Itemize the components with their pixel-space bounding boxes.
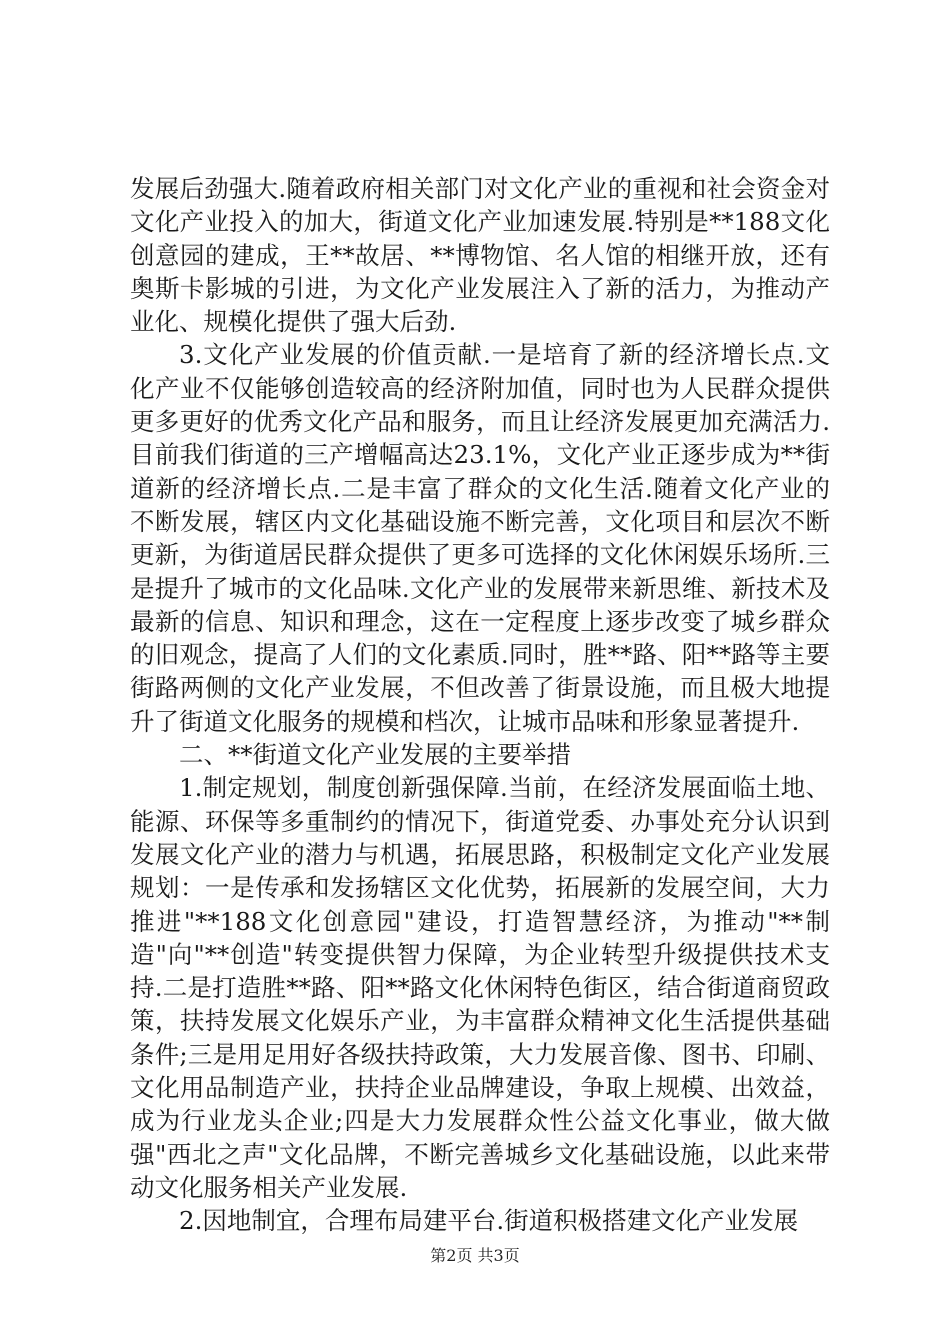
- paragraph-2: 3.文化产业发展的价值贡献.一是培育了新的经济增长点.文化产业不仅能够创造较高的经济附加值，同时也为人民群众提供更多更好的优秀文化产品和服务，而且让经济发展更加充满活力.目前我们街道的三产增幅高达23.1%，文化产业正逐步成为**街道新的经济增长点.二是丰富了群众的文化生活.随着文化产业的不断发展，辖区内文化基础设施不断完善，文化项目和层次不断更新，为街道居民群众提供了更多可选择的文化休闲娱乐场所.三是提升了城市的文化品味.文化产业的发展带来新思维、新技术及最新的信息、知识和理念，这在一定程度上逐步改变了城乡群众的旧观念，提高了人们的文化素质.同时，胜**路、阳**路等主要街路两侧的文化产业发展，不但改善了街景设施，而且极大地提升了街道文化服务的规模和档次，让城市品味和形象显著提升.: [130, 340, 830, 736]
- paragraph-1: 发展后劲强大.随着政府相关部门对文化产业的重视和社会资金对文化产业投入的加大，街道文化产业加速发展.特别是**188文化创意园的建成，王**故居、**博物馆、名人馆的相继开放，还有奥斯卡影城的引进，为文化产业发展注入了新的活力，为推动产业化、规模化提供了强大后劲.: [130, 174, 830, 337]
- section-heading: 二、**街道文化产业发展的主要举措: [179, 740, 571, 770]
- paragraph-4: 2.因地制宜，合理布局建平台.街道积极搭建文化产业发展: [179, 1206, 799, 1236]
- paragraph-3: 1.制定规划，制度创新强保障.当前，在经济发展面临土地、能源、环保等多重制约的情况下，街道党委、办事处充分认识到发展文化产业的潜力与机遇，拓展思路，积极制定文化产业发展规划：一是传承和发扬辖区文化优势，拓展新的发展空间，大力推进"**188文化创意园"建设，打造智慧经济，为推动"**制造"向"**创造"转变提供智力保障，为企业转型升级提供技术支持.二是打造胜**路、阳**路文化休闲特色街区，结合街道商贸政策，扶持发展文化娱乐产业，为丰富群众精神文化生活提供基础条件;三是用足用好各级扶持政策，大力发展音像、图书、印刷、文化用品制造产业，扶持企业品牌建设，争取上规模、出效益，成为行业龙头企业;四是大力发展群众性公益文化事业，做大做强"西北之声"文化品牌，不断完善城乡文化基础设施，以此来带动文化服务相关产业发展.: [130, 773, 830, 1202]
- document-body: [130, 172, 830, 1238]
- page-footer: 第2页 共3页: [430, 1246, 520, 1265]
